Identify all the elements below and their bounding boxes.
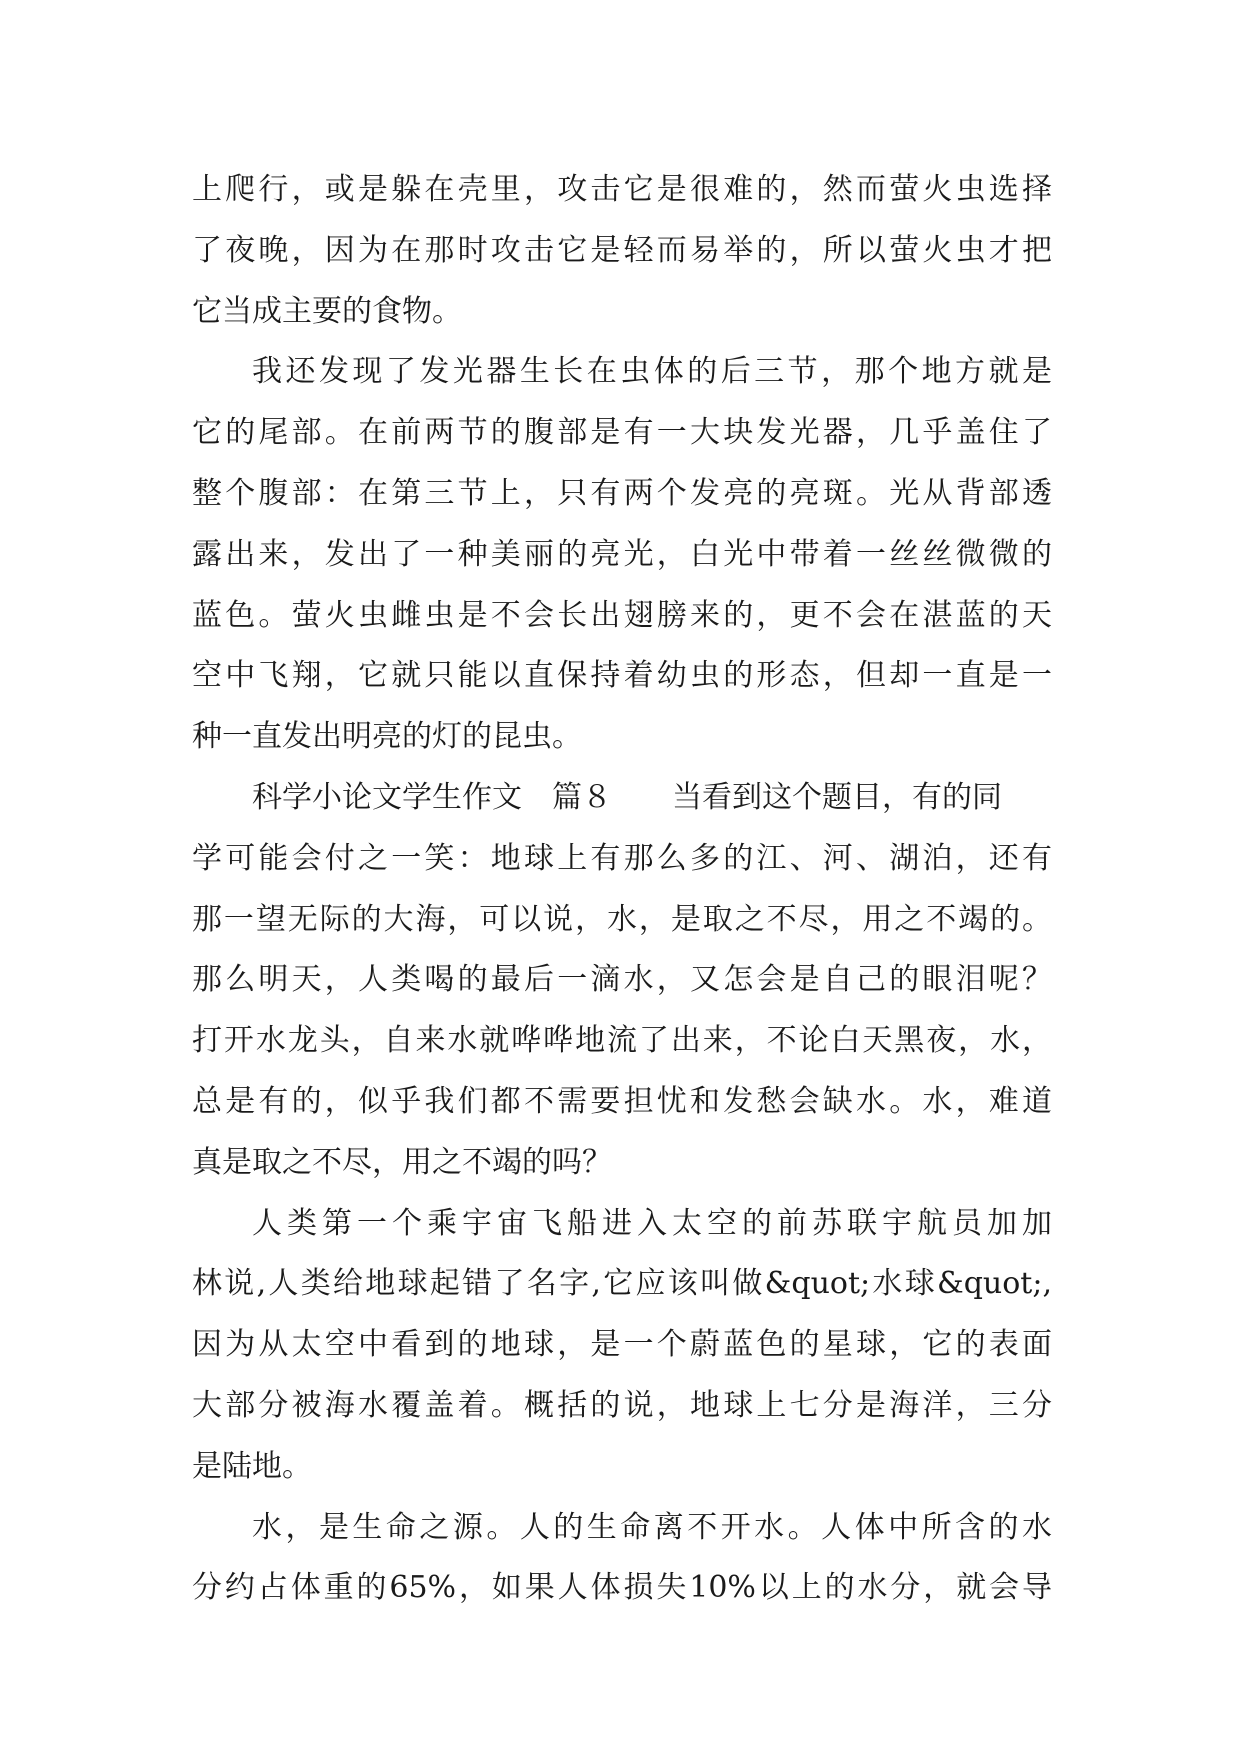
text-line: 整个腹部：在第三节上，只有两个发亮的亮斑。光从背部透 — [192, 475, 1052, 511]
text-line: 水，是生命之源。人的生命离不开水。人体中所含的水 — [252, 1509, 1052, 1545]
text-line: 那么明天，人类喝的最后一滴水，又怎会是自己的眼泪呢？ — [192, 962, 1052, 998]
paragraph-2 — [192, 342, 1052, 768]
text-line: 了夜晚，因为在那时攻击它是轻而易举的，所以萤火虫才把 — [192, 232, 1052, 268]
text-line: 科学小论文学生作文 篇８ 当看到这个题目，有的同 — [252, 779, 1002, 815]
paragraph-5 — [192, 1498, 1052, 1620]
paragraph-1 — [192, 160, 1052, 342]
paragraph-3 — [192, 768, 1052, 1194]
text-line: 蓝色。萤火虫雌虫是不会长出翅膀来的，更不会在湛蓝的天 — [192, 597, 1052, 633]
text-line: 因为从太空中看到的地球，是一个蔚蓝色的星球，它的表面 — [192, 1327, 1052, 1363]
text-line: 上爬行，或是躲在壳里，攻击它是很难的，然而萤火虫选择 — [192, 172, 1052, 207]
text-line: 露出来，发出了一种美丽的亮光，白光中带着一丝丝微微的 — [192, 536, 1052, 572]
text-line: 分约占体重的65%，如果人体损失10%以上的水分，就会导 — [192, 1570, 1052, 1606]
text-line: 种一直发出明亮的灯的昆虫。 — [192, 719, 582, 755]
text-line: 总是有的，似乎我们都不需要担忧和发愁会缺水。水，难道 — [192, 1083, 1052, 1119]
paragraph-4 — [192, 1194, 1052, 1498]
text-line: 是陆地。 — [192, 1448, 312, 1484]
text-line: 人类第一个乘宇宙飞船进入太空的前苏联宇航员加加 — [252, 1205, 1052, 1241]
text-line: 大部分被海水覆盖着。概括的说，地球上七分是海洋，三分 — [192, 1387, 1052, 1423]
text-line: 学可能会付之一笑：地球上有那么多的江、河、湖泊，还有 — [192, 840, 1052, 876]
text-line: 我还发现了发光器生长在虫体的后三节，那个地方就是 — [252, 354, 1052, 390]
text-line: 打开水龙头，自来水就哗哗地流了出来，不论白天黑夜，水， — [192, 1023, 1052, 1059]
text-line: 它当成主要的食物。 — [192, 293, 462, 329]
text-line: 那一望无际的大海，可以说，水，是取之不尽，用之不竭的。 — [192, 901, 1052, 937]
text-line: 空中飞翔，它就只能以直保持着幼虫的形态，但却一直是一 — [192, 658, 1052, 694]
body-text — [192, 160, 1052, 1619]
text-line: 真是取之不尽，用之不竭的吗？ — [192, 1144, 612, 1180]
text-line: 它的尾部。在前两节的腹部是有一大块发光器，几乎盖住了 — [192, 415, 1052, 451]
text-line: 林说,人类给地球起错了名字,它应该叫做&quot;水球&quot;, — [192, 1266, 1052, 1302]
